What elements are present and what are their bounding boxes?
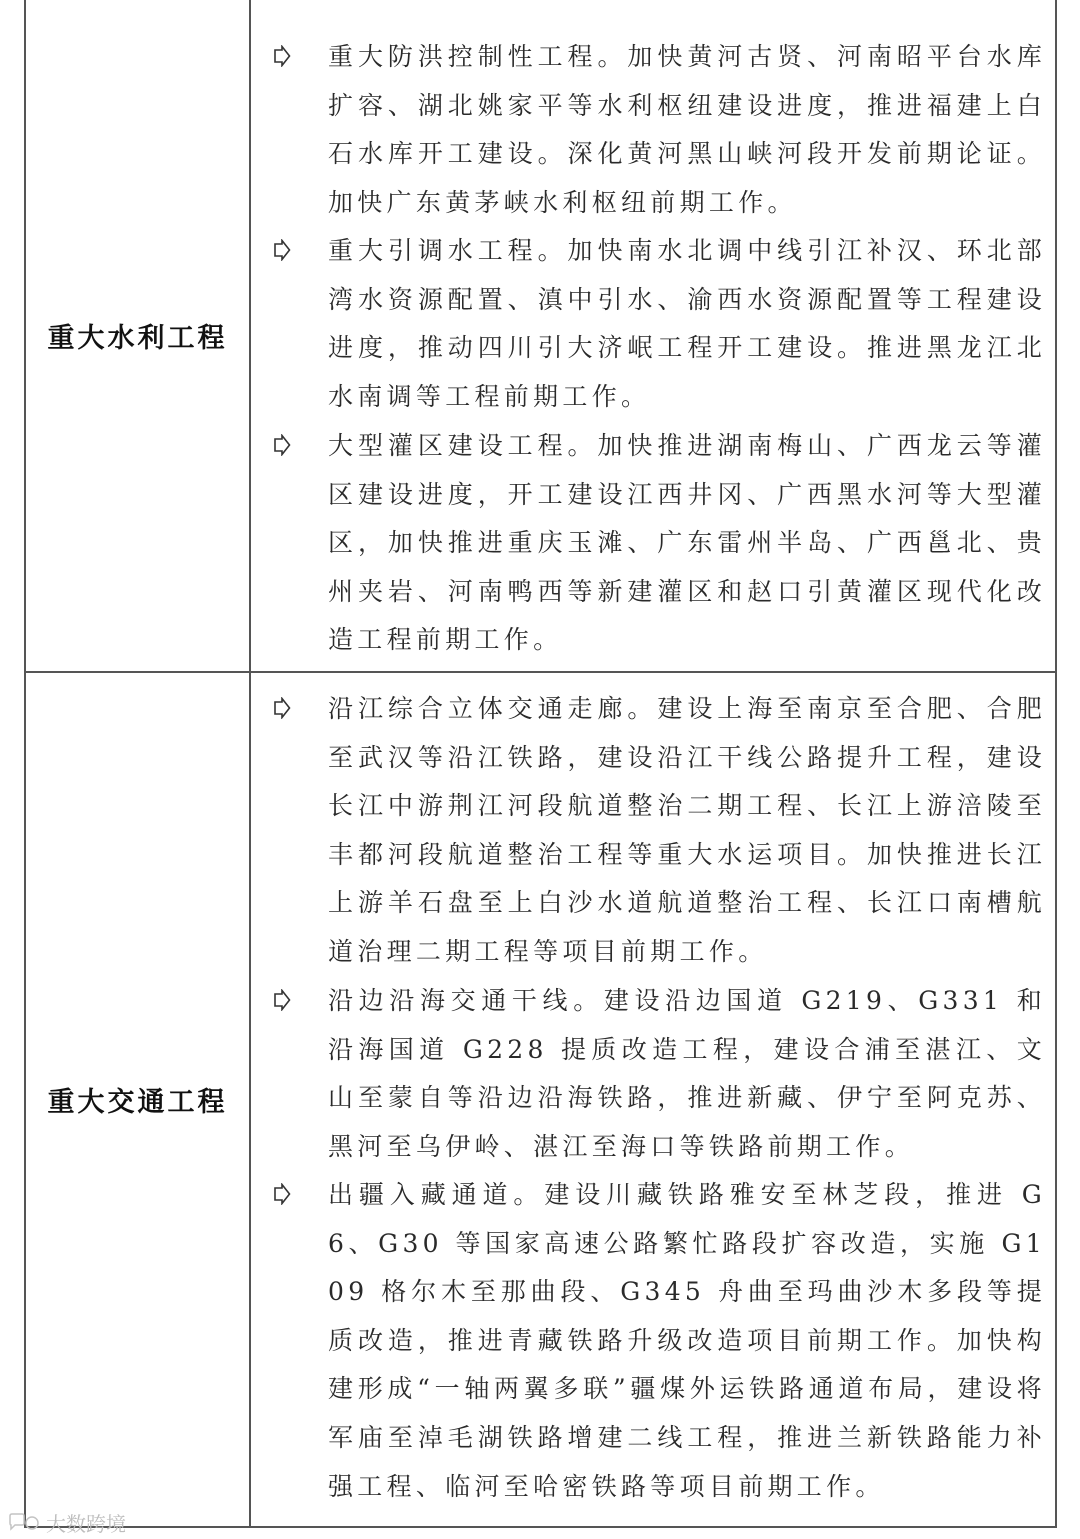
- item-text: 重大防洪控制性工程。加快黄河古贤、河南昭平台水库扩容、湖北姚家平等水利枢纽建设进度，推进福建上白石水库开工建设。深化黄河黑山峡河段开发前期论证。加快广东黄茅峡水利枢纽前期工作。: [328, 42, 1046, 217]
- watermark-text: 大数跨境: [46, 1512, 126, 1536]
- category-label: 重大水利工程: [47, 323, 228, 354]
- table-row-water-projects: [26, 0, 1055, 673]
- hollow-arrow-right-icon: [273, 239, 291, 261]
- category-cell: [26, 673, 251, 1526]
- item-text: 沿边沿海交通干线。建设沿边国道 G219、G331 和沿海国道 G228 提质改造工程，建设合浦至湛江、文山至蒙自等沿边沿海铁路，推进新藏、伊宁至阿克苏、黑河至乌伊岭、湛江至海口等铁路前期工作。: [328, 986, 1046, 1161]
- item-text: 沿江综合立体交通走廊。建设上海至南京至合肥、合肥至武汉等沿江铁路，建设沿江干线公路提升工程，建设长江中游荆江河段航道整治二期工程、长江上游涪陵至丰都河段航道整治工程等重大水运项目。加快推进长江上游羊石盘至上白沙水道航道整治工程、长江口南槽航道治理二期工程等项目前期工作。: [328, 694, 1046, 966]
- category-label: 重大交通工程: [47, 1087, 228, 1118]
- item-text: 出疆入藏通道。建设川藏铁路雅安至林芝段，推进 G6、G30 等国家高速公路繁忙路段扩容改造，实施 G109 格尔木至那曲段、G345 舟曲至玛曲沙木多段等提质改造，推进青藏铁路升级改造项目前期工作。加快构建形成“一轴两翼多联”疆煤外运铁路通道布局，建设将军庙至淖毛湖铁路增建二线工程，推进兰新铁路能力补强工程、临河至哈密铁路等项目前期工作。: [328, 1180, 1046, 1501]
- table-row-transport-projects: [26, 673, 1055, 1526]
- item-text: 重大引调水工程。加快南水北调中线引江补汉、环北部湾水资源配置、滇中引水、渝西水资源配置等工程建设进度，推动四川引大济岷工程开工建设。推进黑龙江北水南调等工程前期工作。: [328, 236, 1046, 411]
- watermark: [6, 1508, 126, 1537]
- chat-bubble-logo-icon: [6, 1512, 42, 1534]
- project-table: [24, 0, 1057, 1528]
- hollow-arrow-right-icon: [273, 697, 291, 719]
- items-cell: [251, 673, 1055, 1526]
- hollow-arrow-right-icon: [273, 434, 291, 456]
- hollow-arrow-right-icon: [273, 989, 291, 1011]
- items-cell: [251, 0, 1055, 671]
- hollow-arrow-right-icon: [273, 1183, 291, 1205]
- item-text: 大型灌区建设工程。加快推进湖南梅山、广西龙云等灌区建设进度，开工建设江西井冈、广西黑水河等大型灌区，加快推进重庆玉滩、广东雷州半岛、广西邕北、贵州夹岩、河南鸭西等新建灌区和赵口引黄灌区现代化改造工程前期工作。: [328, 431, 1046, 655]
- category-cell: [26, 0, 251, 671]
- hollow-arrow-right-icon: [273, 45, 291, 67]
